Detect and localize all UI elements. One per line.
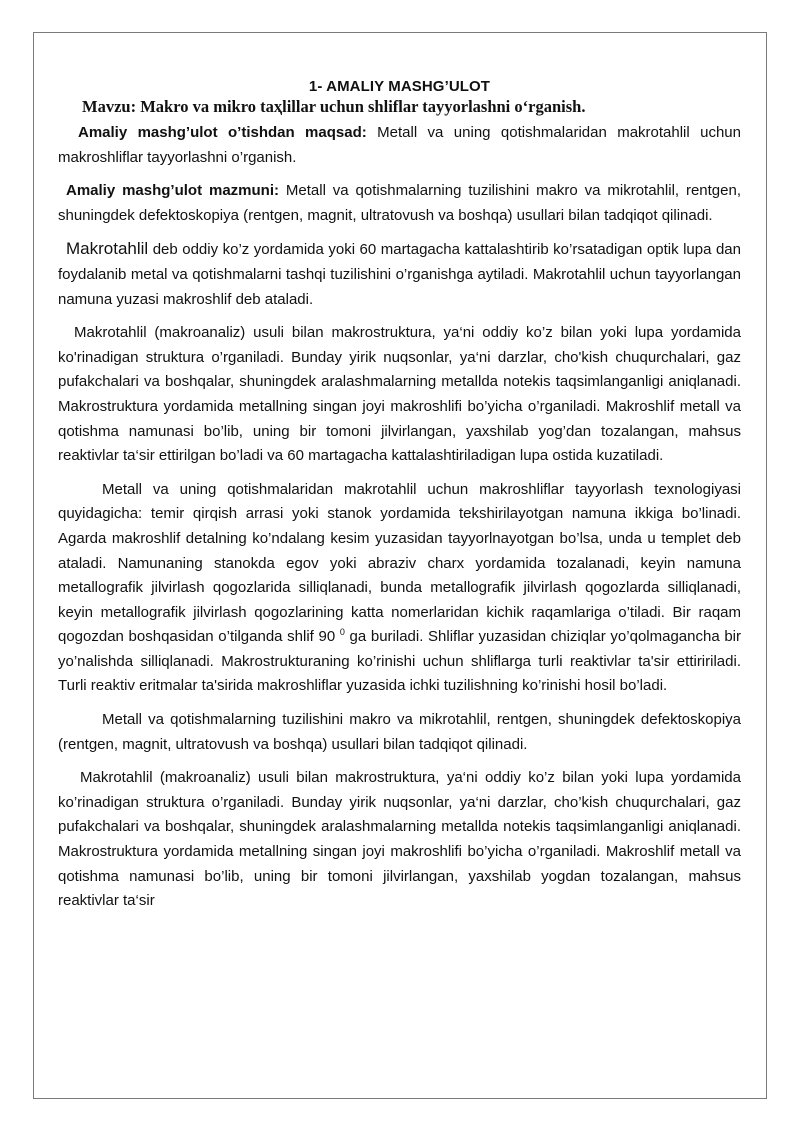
purpose-paragraph — [58, 121, 741, 170]
technology-text-part1: Metall va uning qotishmalaridan makrotahlil uchun makroshliflar tayyorlash texnologiyasi quyidagicha: temir qirqish arrasi yoki stanok yordamida tekshirilayotgan namuna ikkiga bo’linadi. Agarda makroshlif detalning ko’ndalang kesim yuzasidan tayyorlnayotgan bo’lsa, unda u templet deb ataladi. Namunaning stanokda egov yoki abraziv charx yordamida tozalanadi, keyin namuna metallografik jilvirlash qogozlarida silliqlanadi, bunda metallografik jilvirlash qogozlarda silliqlanadi, keyin metallografik jilvirlash qogozlarining katta nomerlaridan kichik raqamlariga o’tiladi. Bir raqam qogozdan boshqasidan o’tilganda shlif 90 — [58, 480, 741, 646]
macroanalysis-lead-word: Makrotahlil — [66, 239, 149, 259]
document-body — [58, 78, 741, 923]
document-title: 1- AMALIY MASHG’ULOT — [308, 78, 491, 95]
content-paragraph — [58, 179, 741, 228]
technology-paragraph — [58, 478, 741, 699]
technology-text-part2: ga buriladi. Shliflar yuzasidan chiziqlar yo’qolmagancha bir yo’nalishda silliqlanadi. Makrostrukturaning ko’rinishi uchun shliflarga turli reaktivlar ta'sir ettiririladi. Turli reaktiv eritmalar ta'sirida makroshliflar yuzasida ichki tuzilishning ko’rinishi hosil bo’ladi. — [58, 628, 741, 695]
purpose-text: Metall va uning qotishmalaridan makrotahlil uchun makroshliflar tayyorlashni o’rganish. — [58, 124, 741, 166]
macroanalysis-method-paragraph: Makrotahlil (makroanaliz) usuli bilan makrostruktura, ya‘ni oddiy ko’z bilan yoki lupa yordamida ko'rinadigan struktura o’rganiladi. Bunday yirik nuqsonlar, ya‘ni darzlar, cho'kish chuqurchalari, gaz pufakchalari va boshqalar, shuningdek aralashmalarning metallda notekis taqsimlanganligi aniqlanadi. Makrostruktura yordamida metallning singan joyi makroshlifi bo’yicha o’rganiladi. Makroshlif metall va qotishma namunasi bo’lib, uning bir tomoni jilvirlangan, yaxshilab yog’dan tozalangan, mahsus reaktivlar ta‘sir ettirilgan bo’ladi va 60 martagacha kattalashtiriladigan lupa ostida kuzatiladi. — [58, 324, 741, 465]
macroanalysis-definition-paragraph — [58, 237, 741, 312]
repeat-content-paragraph: Metall va qotishmalarning tuzilishini makro va mikrotahlil, rentgen, shuningdek defektoskopiya (rentgen, magnit, ultratovush va boshqa) usullari bilan tadqiqot qilinadi. — [58, 711, 741, 753]
macroanalysis-definition-text: deb oddiy ko’z yordamida yoki 60 martagacha kattalashtirib ko’rsatadigan optik lupa dan foydalanib metal va qotishmalarni tashqi tuzilishini o’rganishga aytiladi. Makrotahlil uchun tayyorlangan namuna yuzasi makroshlif deb ataladi. — [58, 241, 741, 308]
topic-heading: Mavzu: Makro va mikro taҳlillar uchun shliflar tayyorlashni o‘rganish. — [82, 97, 586, 116]
content-text: Metall va qotishmalarning tuzilishini makro va mikrotahlil, rentgen, shuningdek defektoskopiya (rentgen, magnit, ultratovush va boshqa) usullari bilan tadqiqot qilinadi. — [58, 182, 741, 224]
content-label: Amaliy mashg’ulot mazmuni: — [66, 182, 279, 200]
degree-superscript: 0 — [339, 627, 345, 638]
purpose-label: Amaliy mashg’ulot o’tishdan maqsad: — [78, 124, 367, 141]
repeat-analysis-paragraph: Makrotahlil (makroanaliz) usuli bilan makrostruktura, ya‘ni oddiy ko’z bilan yoki lupa yordamida ko’rinadigan struktura o’rganiladi. Bunday yirik nuqsonlar, ya‘ni darzlar, cho’kish chuqurchalari, gaz pufakchalari va boshqalar, shuningdek aralashmalarning metallda notekis taqsimlanganligi aniqlanadi. Makrostruktura yordamida metallning singan joyi makroshlifi bo’yicha o’rganiladi. Makroshlif metall va qotishma namunasi bo’lib, uning bir tomoni jilvirlangan, yaxshilab yogdan tozalangan, mahsus reaktivlar ta‘sir — [58, 769, 741, 910]
